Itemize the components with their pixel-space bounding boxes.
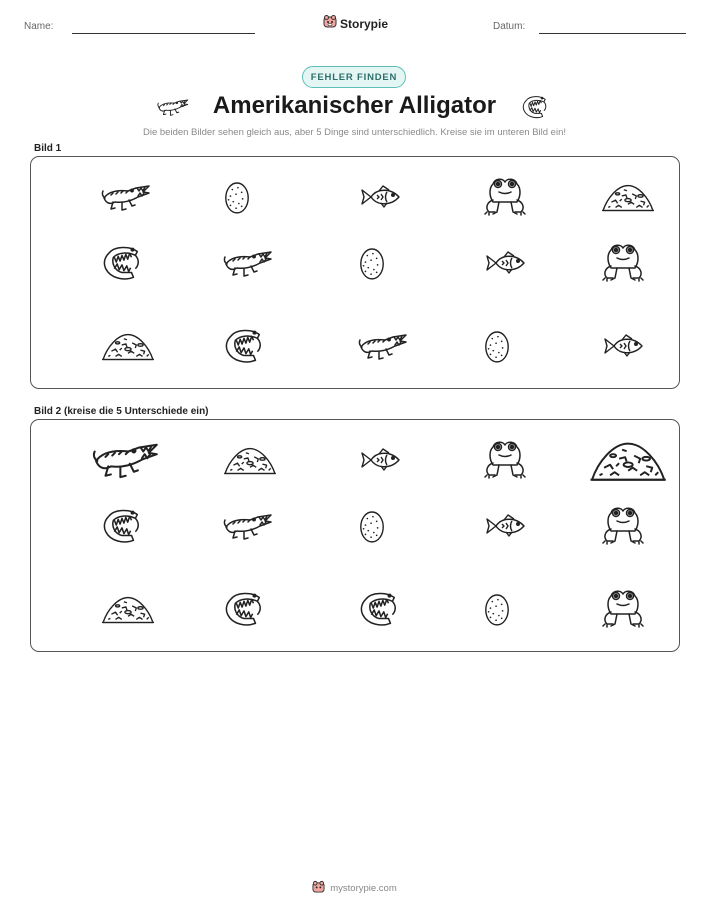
date-label: Datum: [493, 21, 526, 32]
picture1-panel [30, 156, 680, 389]
fish-icon[interactable] [358, 445, 404, 475]
alligator-icon [223, 247, 273, 279]
frog-icon [601, 242, 645, 284]
title-right-jaws-icon [521, 94, 549, 125]
storypie-logo-icon [312, 880, 325, 896]
instructions: Die beiden Bilder sehen gleich aus, aber 5 Dinge sind unterschiedlich. Kreise sie im unteren Bild ein! [143, 127, 566, 138]
alligator-jaws-icon[interactable] [223, 589, 265, 629]
alligator-icon[interactable] [223, 510, 273, 542]
fish-icon [483, 248, 529, 278]
alligator-icon [101, 181, 151, 213]
alligator-icon[interactable] [92, 438, 160, 481]
egg-icon [358, 243, 386, 283]
fish-icon[interactable] [483, 511, 529, 541]
alligator-jaws-icon[interactable] [358, 589, 400, 629]
frog-icon[interactable] [483, 439, 527, 481]
alligator-icon [358, 330, 408, 362]
date-field-line[interactable] [539, 33, 686, 34]
nest-mound-icon[interactable] [101, 593, 155, 625]
nest-mound-icon [101, 330, 155, 362]
alligator-jaws-icon[interactable] [101, 506, 143, 546]
picture1-label: Bild 1 [34, 143, 62, 154]
name-label: Name: [24, 21, 54, 32]
egg-icon [223, 177, 251, 217]
brand [323, 14, 388, 33]
page-title: Amerikanischer Alligator [212, 92, 497, 119]
frog-icon[interactable] [601, 588, 645, 630]
frog-icon[interactable] [601, 505, 645, 547]
worksheet-type-badge: FEHLER FINDEN [302, 66, 406, 88]
frog-icon [483, 176, 527, 218]
nest-mound-icon [601, 181, 655, 213]
nest-mound-icon[interactable] [223, 444, 277, 476]
alligator-jaws-icon [101, 243, 143, 283]
egg-icon [483, 326, 511, 366]
picture2-panel[interactable] [30, 419, 680, 652]
egg-icon[interactable] [483, 589, 511, 629]
alligator-jaws-icon [223, 326, 265, 366]
fish-icon [358, 182, 404, 212]
nest-mound-icon[interactable] [589, 437, 667, 483]
brand-name: Storypie [340, 16, 389, 31]
footer [0, 880, 709, 896]
storypie-logo-icon [323, 14, 337, 33]
egg-icon[interactable] [358, 506, 386, 546]
fish-icon [601, 331, 647, 361]
picture2-label: Bild 2 (kreise die 5 Unterschiede ein) [34, 406, 209, 417]
name-field-line[interactable] [72, 33, 255, 34]
footer-site: mystorypie.com [330, 882, 397, 894]
